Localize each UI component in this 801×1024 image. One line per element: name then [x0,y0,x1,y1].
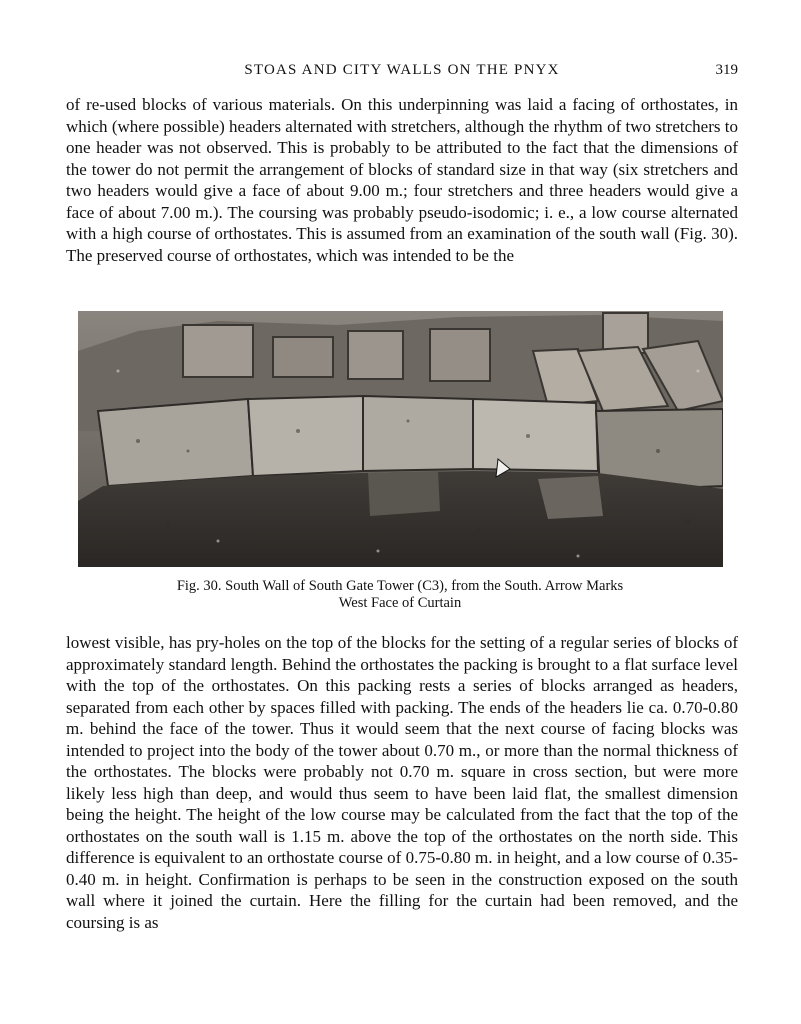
running-head: STOAS AND CITY WALLS ON THE PNYX [244,62,560,78]
page-number: 319 [715,62,738,78]
caption-line-2: West Face of Curtain [338,595,462,611]
figure-caption [100,578,700,612]
page-header [66,60,738,84]
paragraph-top: of re-used blocks of various materials. On this underpinning was laid a facing of orthostates, in which (where possible) headers alternated with stretchers, although the rhythm of two stretchers to one header was not observed. This is probably to be attributed to the fact that the dimensions of the tower do not permit the arrangement of blocks of standard size in that way (six stretchers and two headers would give a face of about 9.00 m.; four stretchers and three headers would give a face of about 7.00 m.). The coursing was probably pseudo-isodomic; i. e., a low course alternated with a high course of orthostates. This is assumed from an examination of the south wall (Fig. 30). The preserved course of orthostates, which was intended to be the [66,95,738,265]
photo-illustration [78,311,723,567]
caption-line-1: Fig. 30. South Wall of South Gate Tower (C3), from the South. Arrow Marks [176,578,624,594]
figure-photograph [78,311,723,567]
paragraph-bottom: lowest visible, has pry-holes on the top of the blocks for the setting of a regular series of blocks of approximately standard length. Behind the orthostates the packing is brought to a flat surface level with the top of the orthostates. On this packing rests a series of blocks arranged as headers, separated from each other by spaces filled with packing. The ends of the headers lie ca. 0.70-0.80 m. behind the face of the tower. Thus it would seem that the next course of facing blocks was intended to project into the body of the tower about 0.70 m., or more than the normal thickness of the orthostates. The blocks were probably not 0.70 m. square in cross section, but were more likely less high than deep, and would thus seem to have been laid flat, the smallest dimension being the height. The height of the low course may be calculated from the fact that the top of the orthostates on the south wall is 1.15 m. above the top of the orthostates on the north side. This difference is equivalent to an orthostate course of 0.75-0.80 m. in height, and a low course of 0.35-0.40 m. in height. Confirmation is perhaps to be seen in the construction exposed on the south wall where it joined the curtain. Here the filling for the curtain had been removed, and the coursing is as [66,633,738,932]
